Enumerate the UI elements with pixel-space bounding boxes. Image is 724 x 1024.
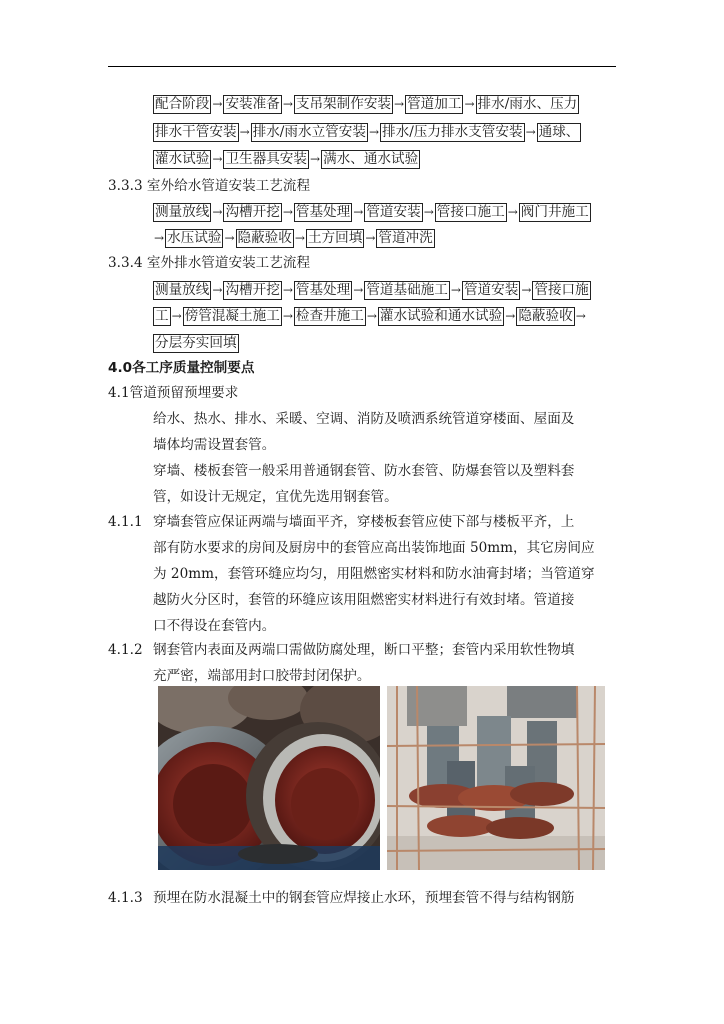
flow-arrow-icon: → (224, 231, 235, 245)
flow-step: 分层夯实回填 (155, 335, 237, 351)
flow-arrow-icon: → (239, 125, 250, 139)
p412-number: 4.1.2 (108, 642, 143, 658)
flow-332-row-1 (153, 95, 579, 114)
flow-step: 管道加工 (407, 96, 462, 112)
flow-arrow-icon: → (353, 205, 364, 219)
flow-step: 傍管混凝土施工 (184, 308, 280, 324)
flow-arrow-icon: → (525, 125, 536, 139)
flow-arrow-icon: → (423, 205, 434, 219)
flow-arrow-icon: → (575, 309, 586, 323)
flow-arrow-icon: → (212, 283, 223, 297)
flow-step: 隐蔽验收 (518, 308, 573, 324)
flow-arrow-icon: → (505, 309, 516, 323)
p411-line-4: 越防火分区时，套管的环缝应该用阻燃密实材料进行有效封堵。管道接 (153, 592, 575, 608)
flow-step: 检查井施工 (295, 308, 364, 324)
flow-step: 管基处理 (295, 204, 351, 220)
flow-step: 管接口施工 (436, 204, 505, 220)
p413-line-1: 预埋在防水混凝土中的钢套管应焊接止水环，预埋套管不得与结构钢筋 (153, 890, 575, 906)
flow-arrow-icon: → (282, 205, 293, 219)
flow-step: 支吊架制作安装 (295, 96, 392, 112)
flow-arrow-icon: → (154, 231, 165, 245)
flow-step: 卫生器具安装 (225, 151, 307, 167)
flow-step: 工 (155, 308, 169, 324)
p412-line-2: 充严密，端部用封口胶带封闭保护。 (153, 668, 371, 684)
flow-step: 通球、 (538, 124, 580, 140)
flow-step: 排水/压力排水支管安装 (382, 124, 523, 140)
flow-step: 排水/雨水立管安装 (252, 124, 366, 140)
flow-arrow-icon: → (464, 97, 475, 111)
flow-arrow-icon: → (212, 97, 223, 111)
flow-332-row-2 (153, 123, 581, 142)
flow-arrow-icon: → (294, 231, 305, 245)
flow-arrow-icon: → (394, 97, 405, 111)
p411-line-2: 部有防水要求的房间及厨房中的套管应高出装饰地面 50mm，其它房间应 (153, 540, 595, 556)
flow-step: 测量放线 (155, 282, 210, 298)
flow-arrow-icon: → (171, 309, 182, 323)
p411-line-1: 穿墙套管应保证两端与墙面平齐，穿楼板套管应使下部与楼板平齐，上 (153, 514, 575, 530)
photo-waterproof-sleeves-cage (387, 686, 605, 870)
flow-step: 管道安装 (366, 204, 421, 220)
p411-line-3: 为 20mm，套管环缝应均匀，用阻燃密实材料和防水油膏封堵；当管道穿 (153, 566, 595, 582)
flow-step: 沟槽开挖 (225, 282, 280, 298)
flow-step: 土方回填 (307, 230, 363, 246)
p41-line-4: 管，如设计无规定，宜优先选用钢套管。 (153, 489, 398, 505)
flow-step: 测量放线 (155, 204, 210, 220)
flow-step: 安装准备 (225, 96, 280, 112)
flow-arrow-icon: → (366, 309, 377, 323)
flow-arrow-icon: → (353, 283, 364, 297)
flow-step: 阀门井施工 (520, 204, 589, 220)
header-rule (108, 66, 616, 67)
flow-step: 排水干管安装 (155, 124, 237, 140)
flow-332-row-3 (153, 150, 420, 169)
flow-step: 配合阶段 (155, 96, 210, 112)
p41-line-1: 给水、热水、排水、采暖、空调、消防及喷洒系统管道穿楼面、屋面及 (153, 411, 575, 427)
flow-arrow-icon: → (368, 125, 380, 139)
flow-step: 管道安装 (463, 282, 519, 298)
section-333-title: 3.3.3 室外给水管道安装工艺流程 (108, 178, 311, 194)
flow-arrow-icon: → (365, 231, 376, 245)
flow-step: 沟槽开挖 (225, 204, 280, 220)
flow-334-row-1 (153, 281, 591, 300)
flow-arrow-icon: → (212, 205, 223, 219)
flow-arrow-icon: → (450, 283, 461, 297)
p41-line-2: 墙体均需设置套管。 (153, 437, 276, 453)
flow-step: 管接口施 (534, 282, 589, 298)
flow-arrow-icon: → (310, 152, 321, 166)
section-334-title: 3.3.4 室外排水管道安装工艺流程 (108, 255, 311, 271)
flow-333-row-2 (153, 229, 435, 248)
flow-step: 管道冲洗 (378, 230, 433, 246)
flow-step: 灌水试验和通水试验 (379, 308, 503, 324)
flow-334-row-2 (153, 307, 587, 326)
flow-step: 管基处理 (295, 282, 351, 298)
flow-step: 排水/雨水、压力 (477, 96, 578, 112)
flow-step: 管道基础施工 (366, 282, 448, 298)
flow-arrow-icon: → (212, 152, 223, 166)
p411-number: 4.1.1 (108, 514, 143, 530)
flow-step: 满水、通水试验 (323, 151, 419, 167)
p412-line-1: 钢套管内表面及两端口需做防腐处理，断口平整；套管内采用软性物填 (153, 642, 575, 658)
flow-333-row-1 (153, 203, 591, 222)
flow-arrow-icon: → (282, 97, 293, 111)
flow-arrow-icon: → (507, 205, 518, 219)
flow-step: 水压试验 (167, 230, 222, 246)
flow-arrow-icon: → (521, 283, 532, 297)
p41-line-3: 穿墙、楼板套管一般采用普通钢套管、防水套管、防爆套管以及塑料套 (153, 463, 575, 479)
flow-step: 灌水试验 (155, 151, 210, 167)
flow-step: 隐蔽验收 (237, 230, 292, 246)
photo-steel-sleeves (158, 686, 380, 870)
flow-arrow-icon: → (282, 309, 293, 323)
section-40-title: 4.0各工序质量控制要点 (108, 360, 255, 376)
flow-334-row-3 (153, 334, 239, 353)
section-41-title: 4.1管道预留预埋要求 (108, 385, 239, 401)
flow-arrow-icon: → (282, 283, 293, 297)
p411-line-5: 口不得设在套管内。 (153, 618, 276, 634)
p413-number: 4.1.3 (108, 890, 143, 906)
